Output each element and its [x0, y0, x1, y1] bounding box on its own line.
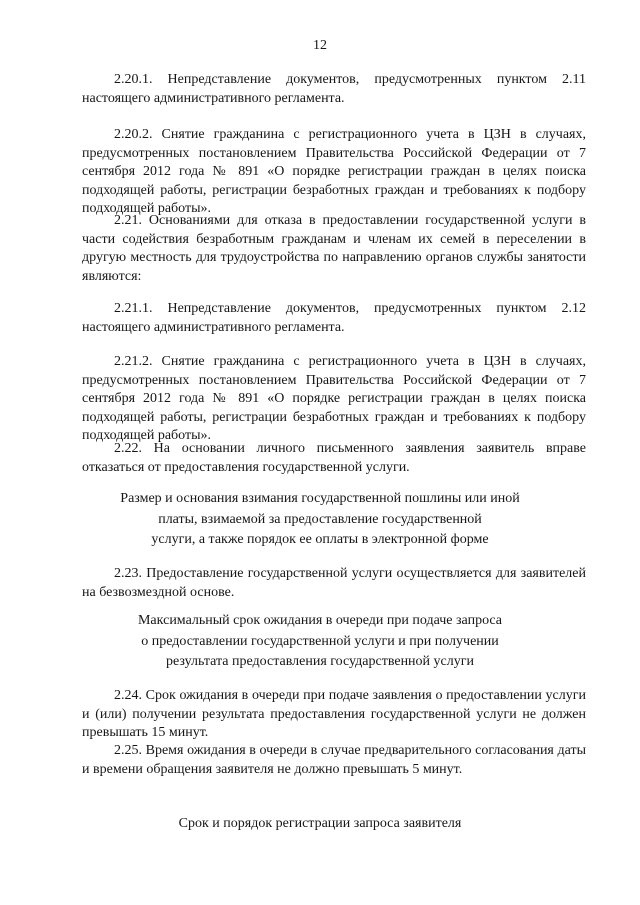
heading-line: услуги, а также порядок ее оплаты в электронной форме [151, 532, 489, 547]
page-number: 12 [313, 38, 327, 53]
section-heading-registration [96, 814, 544, 835]
paragraph-2-24: 2.24. Срок ожидания в очереди при подаче заявления о предоставлении услуги и (или) получении результата предоставления государственной услуги не должен превышать 15 минут. [82, 688, 586, 740]
paragraph-2-21-1: 2.21.1. Непредставление документов, предусмотренных пунктом 2.12 настоящего административного регламента. [82, 301, 586, 335]
heading-line: результата предоставления государственной услуги [166, 654, 474, 669]
paragraph-2-21: 2.21. Основаниями для отказа в предоставлении государственной услуги в части содействия безработным гражданам и членам их семей в переселении в другую местность для трудоустройства по направлению органов службы занятости являются: [82, 213, 586, 284]
heading-line: о предоставлении государственной услуги и при получении [141, 633, 499, 649]
section-heading-waiting-time [96, 611, 544, 673]
heading-line: Размер и основания взимания государственной пошлины или иной [120, 491, 520, 506]
heading-line: платы, взимаемой за предоставление государственной [158, 511, 482, 527]
section-heading-fees [96, 489, 544, 551]
paragraph-2-23: 2.23. Предоставление государственной услуги осуществляется для заявителей на безвозмездной основе. [82, 566, 586, 600]
heading-line: Максимальный срок ожидания в очереди при подаче запроса [137, 613, 503, 628]
paragraph-2-22: 2.22. На основании личного письменного заявления заявитель вправе отказаться от предоставления государственной услуги. [82, 441, 586, 475]
heading-line: Срок и порядок регистрации запроса заявителя [178, 816, 462, 831]
paragraph-2-25: 2.25. Время ожидания в очереди в случае предварительного согласования даты и времени обращения заявителя не должно превышать 5 минут. [82, 743, 586, 777]
paragraph-2-20-2: 2.20.2. Снятие гражданина с регистрационного учета в ЦЗН в случаях, предусмотренных постановлением Правительства Российской Федерации от 7 сентября 2012 года № 891 «О порядке регистрации граждан в целях поиска подходящей работы, регистрации безработных граждан и требованиях к подбору подходящей работы». [82, 127, 586, 216]
paragraph-2-21-2: 2.21.2. Снятие гражданина с регистрационного учета в ЦЗН в случаях, предусмотренных постановлением Правительства Российской Федерации от 7 сентября 2012 года № 891 «О порядке регистрации граждан в целях поиска подходящей работы, регистрации безработных граждан и требованиях к подбору подходящей работы». [82, 354, 586, 443]
paragraph-2-20-1: 2.20.1. Непредставление документов, предусмотренных пунктом 2.11 настоящего административного регламента. [82, 72, 586, 106]
